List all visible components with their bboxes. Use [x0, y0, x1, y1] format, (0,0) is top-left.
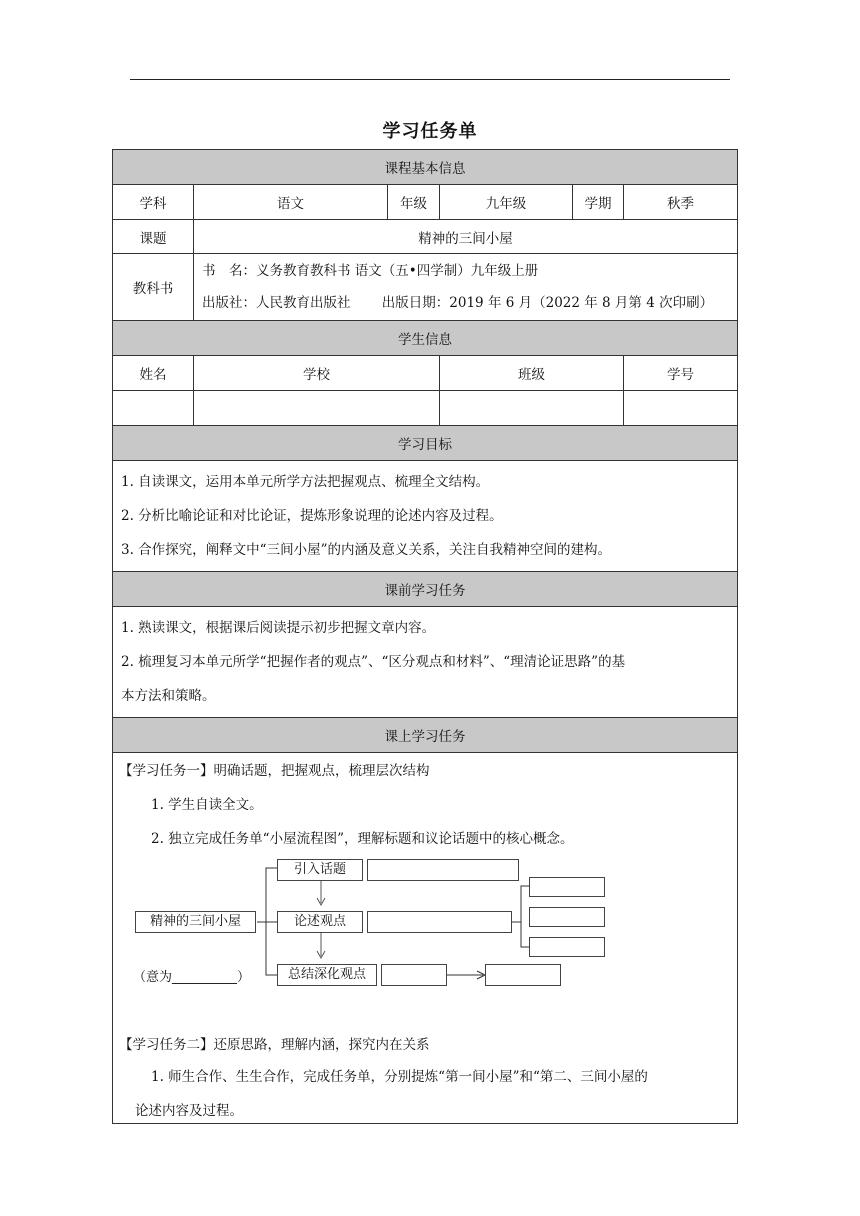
flow-point-blank-2[interactable]: [529, 907, 605, 927]
grade-value: 九年级: [440, 185, 573, 220]
task-sheet-table: [112, 149, 738, 1124]
pre-task-item-2a: 2. 梳理复习本单元所学“把握作者的观点”、“区分观点和材料”、“理清论证思路”的基: [121, 654, 626, 670]
flow-argue-blank[interactable]: [367, 911, 512, 933]
class-label: 班级: [440, 356, 624, 391]
flow-point-blank-3[interactable]: [529, 937, 605, 957]
task1-item-2: 2. 独立完成任务单“小屋流程图”，理解标题和议论话题中的核心概念。: [151, 831, 574, 847]
pre-tasks-list: [113, 607, 738, 718]
id-label: 学号: [624, 356, 738, 391]
flow-summary: 总结深化观点: [277, 964, 377, 986]
textbook-info: [194, 254, 738, 321]
task1-item-1: 1. 学生自读全文。: [151, 797, 263, 813]
subject-value: 语文: [194, 185, 388, 220]
term-label: 学期: [573, 185, 624, 220]
pre-task-item-2b: 本方法和策略。: [121, 688, 216, 704]
topic-value: 精神的三间小屋: [194, 220, 738, 254]
grade-label: 年级: [388, 185, 440, 220]
course-info-header: 课程基本信息: [113, 150, 738, 185]
class-tasks-content: [113, 753, 738, 1124]
textbook-label: 教科书: [113, 254, 194, 321]
goals-list: [113, 461, 738, 572]
task2-title: 【学习任务二】还原思路，理解内涵，探究内在关系: [119, 1037, 430, 1053]
flow-point-blank-1[interactable]: [529, 877, 605, 897]
flow-note: （意为__________）: [133, 970, 251, 985]
textbook-line-1: 书 名：义务教育教科书 语文（五•四学制）九年级上册: [202, 263, 539, 279]
class-tasks-header: 课上学习任务: [113, 718, 738, 753]
flow-intro-blank[interactable]: [367, 859, 519, 881]
task2-item-1a: 1. 师生合作、生生合作，完成任务单，分别提炼“第一间小屋”和“第二、三间小屋的: [151, 1069, 648, 1085]
goal-item-2: 2. 分析比喻论证和对比论证，提炼形象说理的论述内容及过程。: [121, 508, 503, 524]
term-value: 秋季: [624, 185, 738, 220]
pre-tasks-header: 课前学习任务: [113, 572, 738, 607]
flow-argue: 论述观点: [277, 911, 363, 933]
flow-summary-blank[interactable]: [381, 964, 447, 986]
flow-intro: 引入话题: [277, 859, 363, 881]
school-label: 学校: [194, 356, 440, 391]
topic-label: 课题: [113, 220, 194, 254]
goal-item-1: 1. 自读课文，运用本单元所学方法把握观点、梳理全文结构。: [121, 474, 490, 490]
school-field[interactable]: [194, 391, 440, 426]
task2-item-1b: 论述内容及过程。: [135, 1103, 243, 1119]
name-label: 姓名: [113, 356, 194, 391]
id-field[interactable]: [624, 391, 738, 426]
subject-label: 学科: [113, 185, 194, 220]
task1-title: 【学习任务一】明确话题，把握观点，梳理层次结构: [119, 763, 430, 779]
textbook-line-2: 出版社：人民教育出版社 出版日期：2019 年 6 月（2022 年 8 月第 4 次印刷）: [202, 295, 714, 311]
header-rule: [130, 79, 730, 80]
pre-task-item-1: 1. 熟读课文，根据课后阅读提示初步把握文章内容。: [121, 620, 436, 636]
page-title: 学习任务单: [382, 121, 478, 142]
flow-root: 精神的三间小屋: [135, 911, 256, 933]
name-field[interactable]: [113, 391, 194, 426]
flow-summary-result-blank[interactable]: [485, 964, 561, 986]
class-field[interactable]: [440, 391, 624, 426]
goals-header: 学习目标: [113, 426, 738, 461]
student-info-header: 学生信息: [113, 321, 738, 356]
goal-item-3: 3. 合作探究，阐释文中“三间小屋”的内涵及意义关系，关注自我精神空间的建构。: [121, 542, 611, 558]
